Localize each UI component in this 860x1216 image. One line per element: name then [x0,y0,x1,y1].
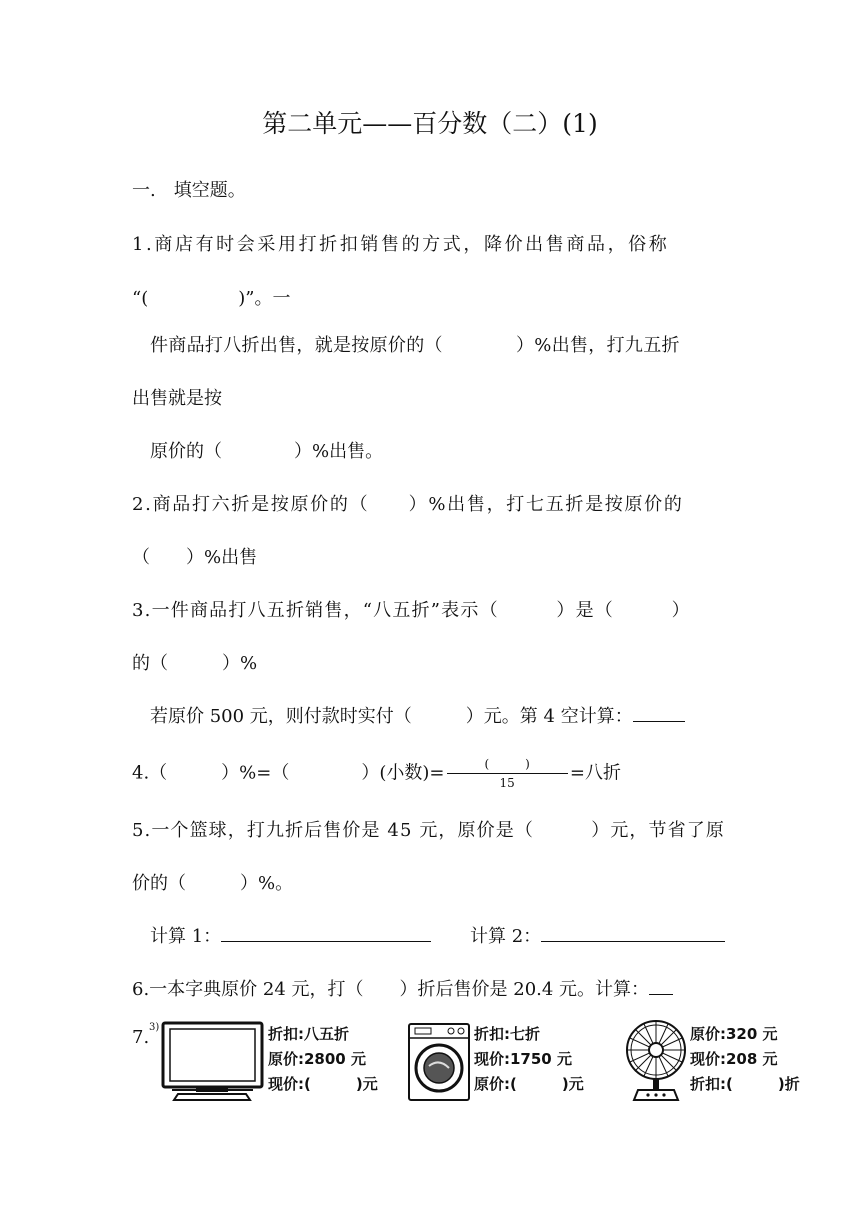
washer-current-price: 现价:1750 元 [474,1050,572,1068]
q1-line-b: “( )”。一 [132,288,291,309]
section-heading: 一. 填空题。 [132,180,246,201]
fan-icon [624,1018,688,1104]
q5-line-a: 5.一个篮球，打九折后售价是 45 元，原价是（ ）元，节省了原 [132,820,725,841]
fan-info [690,1022,800,1097]
q1-line-e: 原价的（ ）%出售。 [150,441,384,462]
q2-line-b: （ ）%出售 [132,547,258,568]
fan-original-price: 原价:320 元 [690,1025,778,1043]
fraction-denominator: 15 [499,776,515,790]
q3-line-a: 3.一件商品打八五折销售，“八五折”表示（ ）是（ ） [132,600,691,621]
calc1-label: 计算 1： [150,926,222,947]
tv-info [268,1022,378,1097]
calc1-blank[interactable] [221,923,431,942]
washer-discount: 折扣:七折 [474,1025,540,1043]
q3-line-c-text: 若原价 500 元，则付款时实付（ ）元。第 4 空计算： [150,706,633,727]
q1-line-a: 1.商店有时会采用打折扣销售的方式，降价出售商品，俗称 [132,234,670,255]
washing-machine-icon [407,1022,471,1102]
q4-line [132,757,621,790]
q3-line-c [150,702,685,728]
q7-marker: 3) [149,1022,160,1033]
q6-text: 6.一本字典原价 24 元，打（ ）折后售价是 20.4 元。计算： [132,979,650,1000]
calc2-blank[interactable] [541,923,725,942]
q5-calc2 [470,922,725,948]
fraction-numerator: ( ) [447,757,568,774]
q4-text-b: =八折 [569,762,621,784]
fan-discount: 折扣:( )折 [690,1075,800,1093]
tv-current-price: 现价:( )元 [268,1075,378,1093]
tv-discount: 折扣:八五折 [268,1025,349,1043]
calc2-label: 计算 2： [470,926,542,947]
fan-current-price: 现价:208 元 [690,1050,778,1068]
page-title: 第二单元——百分数（二）(1) [262,109,598,138]
washer-info [474,1022,584,1097]
washer-original-price: 原价:( )元 [474,1075,584,1093]
q6-line [132,975,673,1001]
q1-line-d: 出售就是按 [132,388,222,409]
q6-blank[interactable] [649,976,673,995]
tv-icon [160,1020,265,1104]
q4-text-a: 4.（ ）%=（ ）(小数)= [132,762,445,784]
q5-calc1 [150,922,431,948]
q5-line-b: 价的（ ）%。 [132,873,294,894]
q7-number: 7. [132,1027,150,1048]
fraction [447,757,568,790]
answer-blank[interactable] [633,703,685,722]
q2-line-a: 2.商品打六折是按原价的（ ）%出售，打七五折是按原价的 [132,494,684,515]
q1-line-c: 件商品打八折出售，就是按原价的（ ）%出售，打九五折 [150,335,680,356]
q3-line-b: 的（ ）% [132,653,258,674]
tv-original-price: 原价:2800 元 [268,1050,366,1068]
